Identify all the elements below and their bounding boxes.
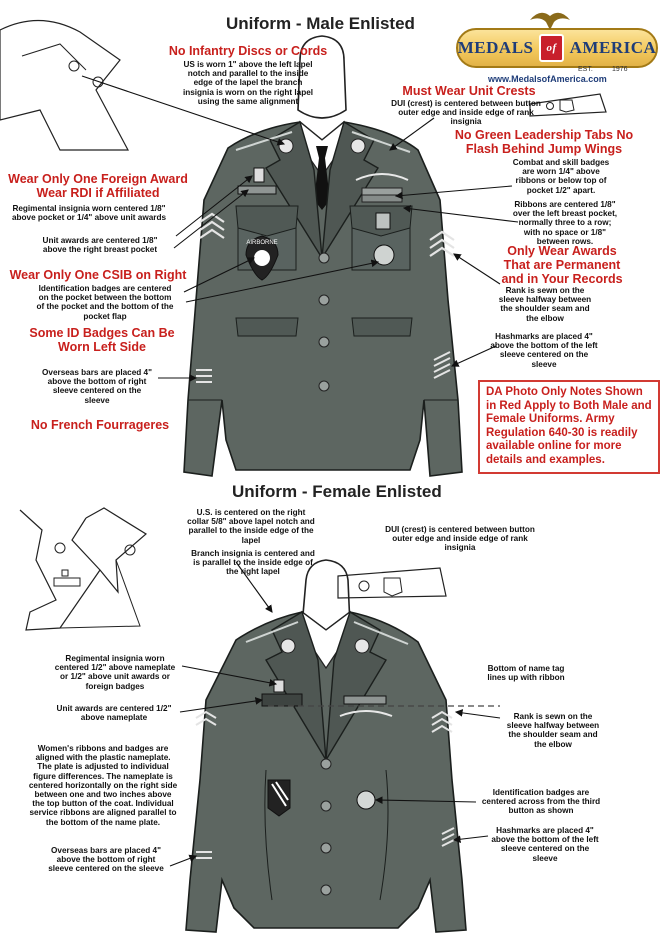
eagle-icon [530, 8, 570, 30]
note-us-lapel: US is worn 1" above the left lapel notch and parallel to the inside edge of the lapel the branch insignia is worn on the right lapel using the same alignment [182, 60, 314, 106]
medals-of-america-logo [450, 8, 664, 86]
note-id-badges: Identification badges are centered on the pocket between the bottom of the pocket and the bottom of the pocket flap [36, 284, 174, 321]
female-uniform-title: Uniform - Female Enlisted [232, 482, 442, 501]
note-us-collar: U.S. is centered on the right collar 5/8" above lapel notch and parallel to the inside edge of the lapel [187, 508, 315, 545]
male-coat [184, 122, 462, 476]
note-female-branch: Branch insignia is centered and is parallel to the inside edge of the right lapel [191, 549, 315, 577]
airborne-patch-text: AIRBORNE [246, 240, 278, 246]
female-coat [186, 612, 466, 932]
note-name-tag: Bottom of name tag lines up with ribbon [487, 664, 565, 683]
note-male-rank: Rank is sewn on the sleeve halfway between the shoulder seam and the elbow [498, 286, 592, 323]
da-photo-red-box: DA Photo Only Notes Shown in Red Apply to Both Male and Female Uniforms. Army Regulation 640-30 is readily available online for more details and examples. [478, 380, 660, 474]
note-combat-badges: Combat and skill badges are worn 1/4" above ribbons or below top of pocket 1/2" apart. [512, 158, 610, 195]
logo-word-of: of [539, 34, 563, 62]
logo-word-medals: MEDALS [457, 38, 534, 57]
note-ribbons: Ribbons are centered 1/8" over the left breast pocket, normally three to a row; with no space or 1/8" between rows. [512, 200, 618, 246]
logo-year: 1976 [612, 66, 628, 73]
note-permanent-awards: Only Wear Awards That are Permanent and in Your Records [501, 244, 623, 286]
note-female-ribbons-badges: Women's ribbons and badges are aligned with the plastic nameplate. The plate is adjusted to individual figure differences. The nameplate is centered horizontally on the right side between one and two inches above the top button of the coat. Individual service ribbons are aligned parallel to the bottom of the name plate. [28, 744, 178, 827]
female-dui-sketch [338, 568, 446, 598]
note-female-dui: DUI (crest) is centered between button outer edge and inside edge of rank insignia [385, 525, 535, 553]
note-female-id-badges: Identification badges are centered across from the third button as shown [481, 788, 601, 816]
note-male-hashmarks: Hashmarks are placed 4" above the bottom of the left sleeve centered on the sleeve [490, 332, 598, 369]
note-female-regimental: Regimental insignia worn centered 1/2" above nameplate or 1/2" above unit awards or foreign badges [54, 654, 176, 691]
note-id-badges-left: Some ID Badges Can Be Worn Left Side [29, 326, 175, 354]
note-male-overseas: Overseas bars are placed 4" above the bottom of right sleeve centered on the sleeve [42, 368, 152, 405]
note-unit-awards: Unit awards are centered 1/8" above the right breast pocket [42, 236, 158, 255]
note-female-hashmarks: Hashmarks are placed 4" above the bottom of the left sleeve centered on the sleeve [491, 826, 599, 863]
note-female-rank: Rank is sewn on the sleeve halfway between the shoulder seam and the elbow [506, 712, 600, 749]
note-no-fourrageres: No French Fourrageres [30, 418, 170, 432]
note-must-wear-unit-crests: Must Wear Unit Crests [402, 84, 536, 98]
logo-url: www.MedalsofAmerica.com [488, 74, 607, 84]
note-female-overseas: Overseas bars are placed 4" above the bottom of right sleeve centered on the sleeve [48, 846, 164, 874]
note-no-infantry-discs: No Infantry Discs or Cords [168, 44, 328, 58]
male-uniform-title: Uniform - Male Enlisted [226, 14, 415, 33]
logo-word-america: AMERICA [569, 38, 657, 57]
logo-est: EST. [578, 66, 593, 73]
note-one-csib: Wear Only One CSIB on Right [9, 268, 187, 282]
female-lapel-sketch [20, 508, 146, 630]
note-male-dui: DUI (crest) is centered between button outer edge and inside edge of rank insignia [391, 99, 541, 127]
note-female-unit-awards: Unit awards are centered 1/2" above nameplate [56, 704, 172, 723]
note-regimental-insignia: Regimental insignia worn centered 1/8" above pocket or 1/4" above unit awards [11, 204, 167, 223]
note-no-green-tabs: No Green Leadership Tabs No Flash Behind Jump Wings [454, 128, 634, 156]
logo-banner [456, 28, 658, 68]
note-one-foreign-award: Wear Only One Foreign Award Wear RDI if Affiliated [8, 172, 188, 200]
